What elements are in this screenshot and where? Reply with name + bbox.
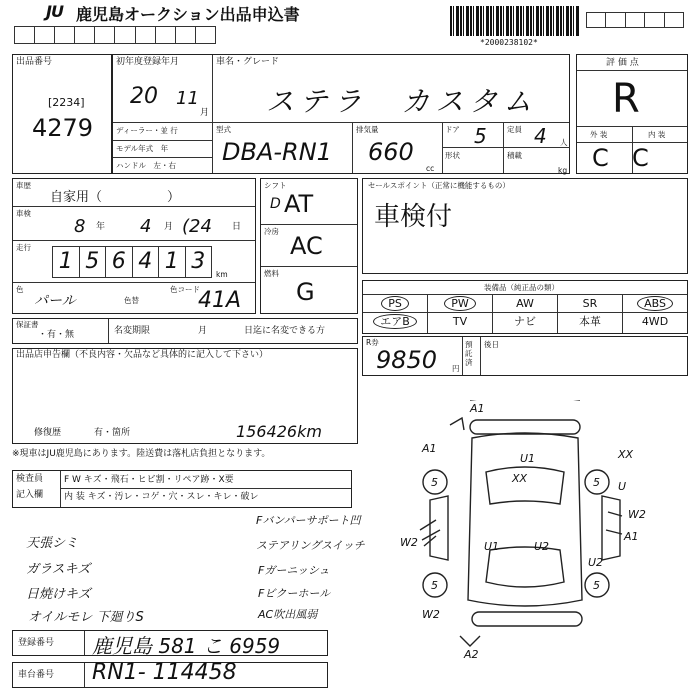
load-label: 積載 xyxy=(507,151,522,160)
mileage-label: 走行 xyxy=(16,243,31,252)
shift-label: シフト xyxy=(264,181,287,190)
note-left-3: 日焼けキズ xyxy=(26,587,91,602)
inspector-row-2: 内 装 キズ・汚レ・コゲ・穴・スレ・キレ・破レ xyxy=(64,492,259,502)
damage-label: U xyxy=(618,480,627,493)
damage-label: 5 xyxy=(593,579,600,592)
ac-value: AC xyxy=(290,232,323,260)
equip-navi: ナビ xyxy=(493,313,558,333)
inspector-row-1: F W キズ・飛石・ヒビ割・リペア跡・X要 xyxy=(64,475,234,485)
color-label: 色 xyxy=(16,285,24,294)
repair-mileage: 156426km xyxy=(236,422,322,441)
repair-label: 修復歴 xyxy=(34,428,62,438)
registration-month-unit: 月 xyxy=(200,108,210,118)
equip-sr: SR xyxy=(558,295,623,313)
grade-label: 評 価 点 xyxy=(606,58,639,68)
equip-airbag: エアB xyxy=(363,313,428,333)
damage-label: W2 xyxy=(400,536,418,549)
doors-value: 5 xyxy=(474,124,487,148)
note-right-4: Fビクーホール xyxy=(258,587,331,600)
front-bumper-outline xyxy=(470,420,580,434)
mileage-digits xyxy=(52,246,212,278)
damage-label: 5 xyxy=(431,476,438,489)
fuel-label: 燃料 xyxy=(264,269,279,278)
damage-label: A2 xyxy=(464,648,479,660)
load-unit: kg xyxy=(558,166,568,175)
color-change-label: 色替 xyxy=(124,296,139,305)
interior-grade: C xyxy=(632,144,649,172)
equip-pw: PW xyxy=(428,295,493,313)
registration-number: 鹿児島 581 こ 6959 xyxy=(92,634,281,658)
capacity-unit: 人 xyxy=(560,138,568,147)
capacity-label: 定員 xyxy=(507,125,522,134)
listing-sub-number: [2234] xyxy=(48,96,85,109)
damage-label: XX xyxy=(512,472,528,485)
barcode-text: *2000238102* xyxy=(480,38,538,47)
car-damage-diagram xyxy=(400,400,690,660)
interior-label: 内 装 xyxy=(648,130,666,139)
form-title: 鹿児島オークション出品申込書 xyxy=(76,5,300,24)
warranty-note: 日迄に名変できる方 xyxy=(244,326,326,336)
barcode xyxy=(450,6,580,36)
repair-options: 有・箇所 xyxy=(94,428,131,438)
mileage-unit: km xyxy=(216,270,228,279)
mileage-digit: 1 xyxy=(159,247,186,277)
equip-ps: PS xyxy=(363,295,428,313)
sales-point-text: 車検付 xyxy=(374,202,453,232)
note-left-1: 天張シミ xyxy=(26,536,79,551)
inspection-month: 4 xyxy=(140,216,152,237)
registration-label: 初年度登録年月 xyxy=(116,57,180,67)
ac-label: 冷房 xyxy=(264,227,279,236)
note-right-5: AC吹出風弱 xyxy=(258,608,318,621)
color-code: 41A xyxy=(198,288,242,313)
right-side-outline xyxy=(602,496,620,560)
note-right-2: ステアリングスイッチ xyxy=(256,539,365,552)
doors-label: ドア xyxy=(445,125,460,134)
shape-label: 形状 xyxy=(445,151,460,160)
inspection-label: 車検 xyxy=(16,209,31,218)
damage-label: XX xyxy=(618,448,634,461)
damage-label: 5 xyxy=(593,476,600,489)
expiry-label: 名変期限 xyxy=(114,326,151,336)
dealer-row-1: ディーラー・並 行 xyxy=(116,126,178,135)
warranty-options: ・有・無 xyxy=(38,330,75,340)
header-checkbox-row-right xyxy=(586,12,684,28)
inspection-month-unit: 月 xyxy=(164,222,174,232)
inspection-day: (24 xyxy=(182,216,212,237)
damage-label: A1 xyxy=(470,402,485,415)
dealer-row-2: モデル年式 年 xyxy=(116,144,169,153)
exterior-label: 外 装 xyxy=(590,130,608,139)
displacement-label: 排気量 xyxy=(356,125,379,134)
seller-notes-label: 出品店申告欄（不良内容・欠品など具体的に記入して下さい） xyxy=(16,350,269,360)
damage-mark-rear xyxy=(460,636,480,646)
damage-label: W2 xyxy=(628,508,646,521)
sales-point-label: セールスポイント（正常に機能するもの） xyxy=(368,181,510,190)
mileage-digit: 5 xyxy=(80,247,107,277)
r-ticket-unit: 円 xyxy=(452,364,460,373)
header-checkbox-row xyxy=(14,26,216,44)
equip-tv: TV xyxy=(428,313,493,333)
displacement-unit: cc xyxy=(426,164,435,173)
damage-label: U1 xyxy=(484,540,500,553)
model-value: DBA-RN1 xyxy=(222,138,332,166)
fuel-value: G xyxy=(296,278,315,306)
mileage-digit: 1 xyxy=(53,247,80,277)
damage-label: U2 xyxy=(534,540,550,553)
vehicle-name-label: 車名・グレード xyxy=(216,57,280,67)
damage-label: W2 xyxy=(422,608,440,621)
shift-prefix: D xyxy=(270,196,281,212)
inspector-label-2: 記入欄 xyxy=(16,490,44,500)
equip-aw: AW xyxy=(493,295,558,313)
expiry-unit: 月 xyxy=(198,326,208,336)
registration-year: 20 xyxy=(130,84,158,109)
recycle-label: 預託済 xyxy=(465,340,473,367)
capacity-value: 4 xyxy=(534,124,547,148)
inspection-year: 8 xyxy=(74,216,86,237)
listing-number: 4279 xyxy=(32,114,94,142)
grade-score: R xyxy=(612,76,640,122)
damage-label: 5 xyxy=(431,579,438,592)
r-ticket-value: 9850 xyxy=(376,346,438,374)
left-side-outline xyxy=(430,496,448,560)
auction-notice: ※現車はJU鹿児島にあります。陸送費は落札店負担となります。 xyxy=(12,449,271,459)
shift-value: AT xyxy=(284,190,314,218)
color-value: パール xyxy=(34,293,76,309)
note-right-1: Fバンパーサポート凹 xyxy=(256,514,361,527)
equip-4wd: 4WD xyxy=(641,315,669,328)
equipment-label: 装備品（純正品の類） xyxy=(484,283,559,292)
inspection-day-unit: 日 xyxy=(232,222,242,232)
after-label: 後日 xyxy=(484,340,499,349)
history-label: 車歴 xyxy=(16,181,31,190)
damage-label: A1 xyxy=(624,530,639,543)
equip-leather: 本革 xyxy=(558,313,623,333)
mileage-digit: 6 xyxy=(106,247,133,277)
model-label: 型式 xyxy=(216,125,231,134)
dealer-row-3: ハンドル 左・右 xyxy=(116,161,176,170)
color-code-label: 色コード xyxy=(170,285,200,294)
logo: JU xyxy=(46,2,63,21)
history-value: 自家用（ ） xyxy=(50,190,181,205)
warranty-label: 保証書 xyxy=(16,320,39,329)
r-ticket-label: R券 xyxy=(366,338,379,347)
mileage-digit: 4 xyxy=(133,247,160,277)
mileage-digit: 3 xyxy=(191,249,206,274)
displacement-value: 660 xyxy=(368,138,414,166)
note-right-3: Fガーニッシュ xyxy=(258,564,330,577)
rear-bumper-outline xyxy=(472,612,582,626)
note-left-4: オイルモレ 下廻りS xyxy=(28,610,144,625)
note-left-2: ガラスキズ xyxy=(26,562,91,577)
damage-label: A1 xyxy=(422,442,437,455)
inspection-year-unit: 年 xyxy=(96,222,106,232)
inspector-label-1: 検査員 xyxy=(16,474,44,484)
equip-abs: ABS xyxy=(623,295,687,313)
chassis-number: RN1- 114458 xyxy=(92,660,237,685)
listing-label: 出品番号 xyxy=(16,57,53,67)
registration-month: 11 xyxy=(176,88,199,109)
rear-window-outline xyxy=(486,547,564,587)
vehicle-name: ステラ カスタム xyxy=(266,85,538,118)
damage-label: U2 xyxy=(588,556,604,569)
damage-mark-front xyxy=(450,418,464,430)
damage-label: U1 xyxy=(520,452,536,465)
exterior-grade: C xyxy=(592,144,609,172)
registration-number-label: 登録番号 xyxy=(18,638,55,648)
chassis-number-label: 車台番号 xyxy=(18,670,55,680)
